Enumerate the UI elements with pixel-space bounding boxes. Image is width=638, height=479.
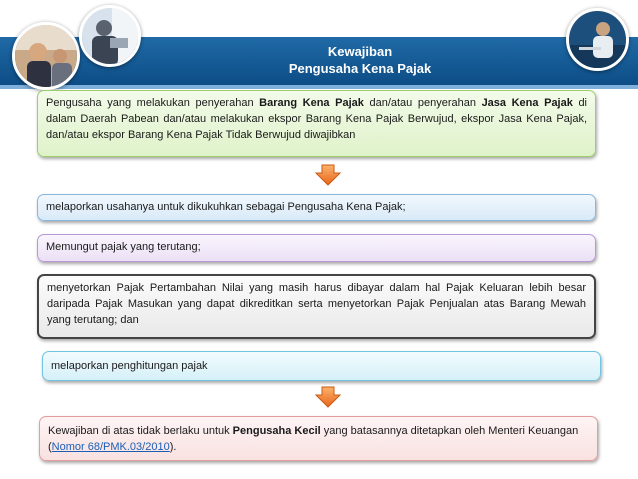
obligation-text-4: melaporkan penghitungan pajak [51, 360, 208, 372]
note-text-1: Kewajiban di atas tidak berlaku untuk [48, 425, 233, 437]
intro-text-2: dan/atau penyerahan [363, 97, 482, 109]
obligation-item-4 [42, 351, 601, 381]
business-people-photo [12, 22, 80, 90]
obligation-item-3 [37, 274, 596, 339]
intro-bold-jasa-kena-pajak: Jasa Kena Pajak [481, 97, 573, 109]
note-bold-pengusaha-kecil: Pengusaha Kecil [232, 425, 321, 437]
note-text-2: yang batasannya ditetapkan oleh Menteri Keuangan ( [48, 425, 579, 453]
exception-note-box [39, 416, 598, 461]
obligation-text-2: Memungut pajak yang terutang; [46, 241, 201, 253]
intro-description-box [37, 90, 596, 157]
note-text-3: ). [169, 441, 177, 453]
down-arrow-icon [315, 386, 341, 408]
regulation-link[interactable]: Nomor 68/PMK.03/2010 [51, 441, 170, 453]
page-title-line1: Kewajiban [327, 44, 393, 59]
down-arrow-icon [315, 164, 341, 186]
obligation-item-1 [37, 194, 596, 221]
page-title-line2: Pengusaha Kena Pajak [288, 61, 432, 76]
business-person-laptop-photo [566, 8, 629, 71]
obligation-text-1: melaporkan usahanya untuk dikukuhkan sebagai Pengusaha Kena Pajak; [46, 201, 406, 213]
obligation-item-2 [37, 234, 596, 262]
office-worker-photo [79, 5, 141, 67]
intro-text-1: Pengusaha yang melakukan penyerahan [46, 97, 260, 109]
intro-text-3: di dalam Daerah Pabean dan/atau melakukan ekspor Barang Kena Pajak Berwujud, ekspor Jasa Kena Pajak, dan/atau ekspor Barang Kena Pajak Tidak Berwujud diwajibkan [46, 97, 588, 141]
intro-bold-barang-kena-pajak: Barang Kena Pajak [259, 97, 364, 109]
obligation-text-3: menyetorkan Pajak Pertambahan Nilai yang masih harus dibayar dalam hal Pajak Keluaran lebih besar daripada Pajak Masukan yang dapat dikreditkan serta menyetorkan Pajak Penjualan atas Barang Mewah yang terutang; dan [47, 282, 586, 326]
